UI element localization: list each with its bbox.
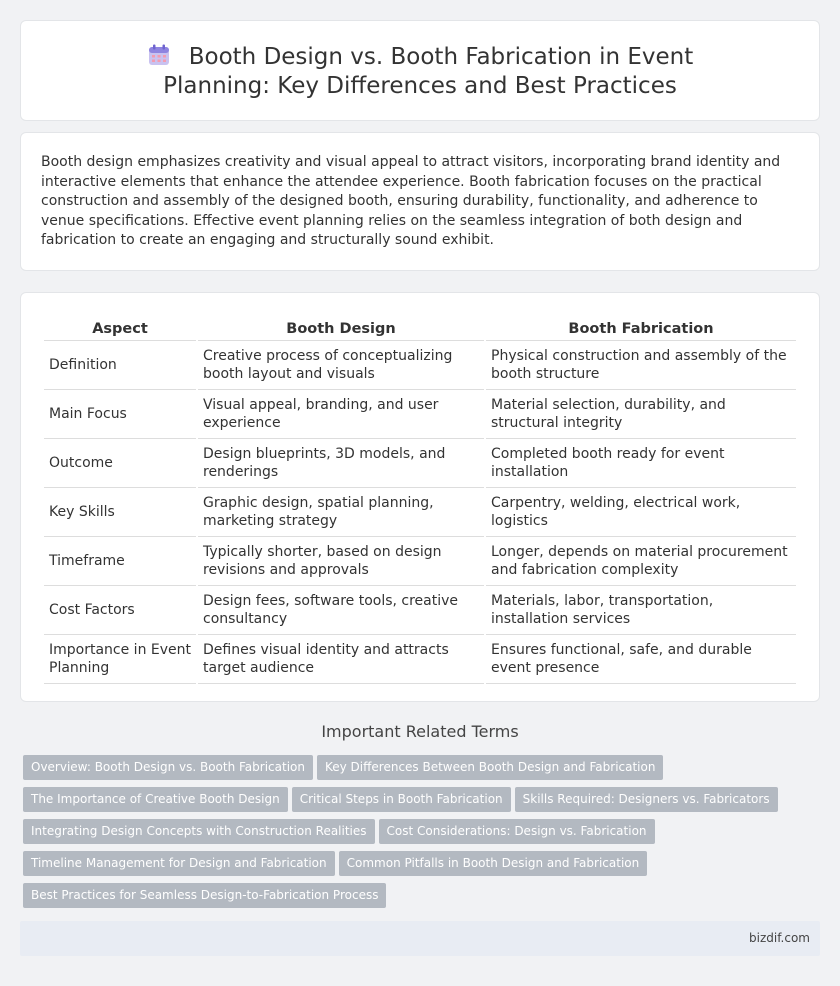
cell-fabrication: Material selection, durability, and structural integrity [486, 390, 796, 439]
cell-fabrication: Carpentry, welding, electrical work, logistics [486, 488, 796, 537]
header-booth-fabrication: Booth Fabrication [486, 311, 796, 341]
table-row [44, 439, 796, 488]
cell-aspect: Cost Factors [44, 586, 196, 635]
table-row [44, 341, 796, 390]
title-wrap [21, 43, 819, 101]
cell-aspect: Definition [44, 341, 196, 390]
cell-design: Design blueprints, 3D models, and renderings [198, 439, 484, 488]
header-booth-design: Booth Design [198, 311, 484, 341]
table-row [44, 390, 796, 439]
cell-fabrication: Physical construction and assembly of the booth structure [486, 341, 796, 390]
header-aspect: Aspect [44, 311, 196, 341]
cell-aspect: Timeframe [44, 537, 196, 586]
table-row [44, 488, 796, 537]
cell-fabrication: Ensures functional, safe, and durable event presence [486, 635, 796, 684]
related-term-tag[interactable]: Overview: Booth Design vs. Booth Fabrication [23, 755, 313, 780]
cell-design: Defines visual identity and attracts target audience [198, 635, 484, 684]
cell-design: Typically shorter, based on design revisions and approvals [198, 537, 484, 586]
cell-aspect: Main Focus [44, 390, 196, 439]
summary-card [20, 132, 820, 271]
table-row [44, 537, 796, 586]
table-row [44, 586, 796, 635]
cell-fabrication: Materials, labor, transportation, installation services [486, 586, 796, 635]
related-term-tag[interactable]: The Importance of Creative Booth Design [23, 787, 288, 812]
footer-site[interactable]: bizdif.com [749, 931, 810, 945]
cell-aspect: Outcome [44, 439, 196, 488]
summary-text: Booth design emphasizes creativity and visual appeal to attract visitors, incorporating brand identity and interactive elements that enhance the attendee experience. Booth fabrication focuses on the practical construction and assembly of the designed booth, ensuring durability, functionality, and adherence to venue specifications. Effective event planning relies on the seamless integration of both design and fabrication to create an engaging and structurally sound exhibit. [41, 154, 781, 248]
related-term-tag[interactable]: Timeline Management for Design and Fabrication [23, 851, 335, 876]
table-row [44, 635, 796, 684]
related-term-tag[interactable]: Common Pitfalls in Booth Design and Fabrication [339, 851, 648, 876]
page-title [90, 43, 750, 101]
related-term-tag[interactable]: Critical Steps in Booth Fabrication [292, 787, 511, 812]
related-term-tag[interactable]: Cost Considerations: Design vs. Fabrication [379, 819, 655, 844]
comparison-table [42, 311, 798, 684]
table-card [20, 292, 820, 702]
table-header-row [44, 311, 796, 341]
cell-design: Creative process of conceptualizing booth layout and visuals [198, 341, 484, 390]
page-title-text: Booth Design vs. Booth Fabrication in Event Planning: Key Differences and Best Practices [163, 44, 694, 99]
related-term-tag[interactable]: Skills Required: Designers vs. Fabricators [515, 787, 778, 812]
related-term-tag[interactable]: Integrating Design Concepts with Construction Realities [23, 819, 375, 844]
footer [20, 921, 820, 956]
cell-aspect: Key Skills [44, 488, 196, 537]
cell-fabrication: Longer, depends on material procurement and fabrication complexity [486, 537, 796, 586]
cell-design: Visual appeal, branding, and user experience [198, 390, 484, 439]
related-term-tag[interactable]: Best Practices for Seamless Design-to-Fabrication Process [23, 883, 386, 908]
cell-fabrication: Completed booth ready for event installation [486, 439, 796, 488]
cell-aspect: Importance in Event Planning [44, 635, 196, 684]
related-terms-title: Important Related Terms [321, 722, 519, 741]
header-card [20, 20, 820, 121]
related-terms-list [23, 755, 813, 915]
related-term-tag[interactable]: Key Differences Between Booth Design and Fabrication [317, 755, 663, 780]
cell-design: Graphic design, spatial planning, marketing strategy [198, 488, 484, 537]
calendar-icon [147, 43, 171, 67]
cell-design: Design fees, software tools, creative consultancy [198, 586, 484, 635]
